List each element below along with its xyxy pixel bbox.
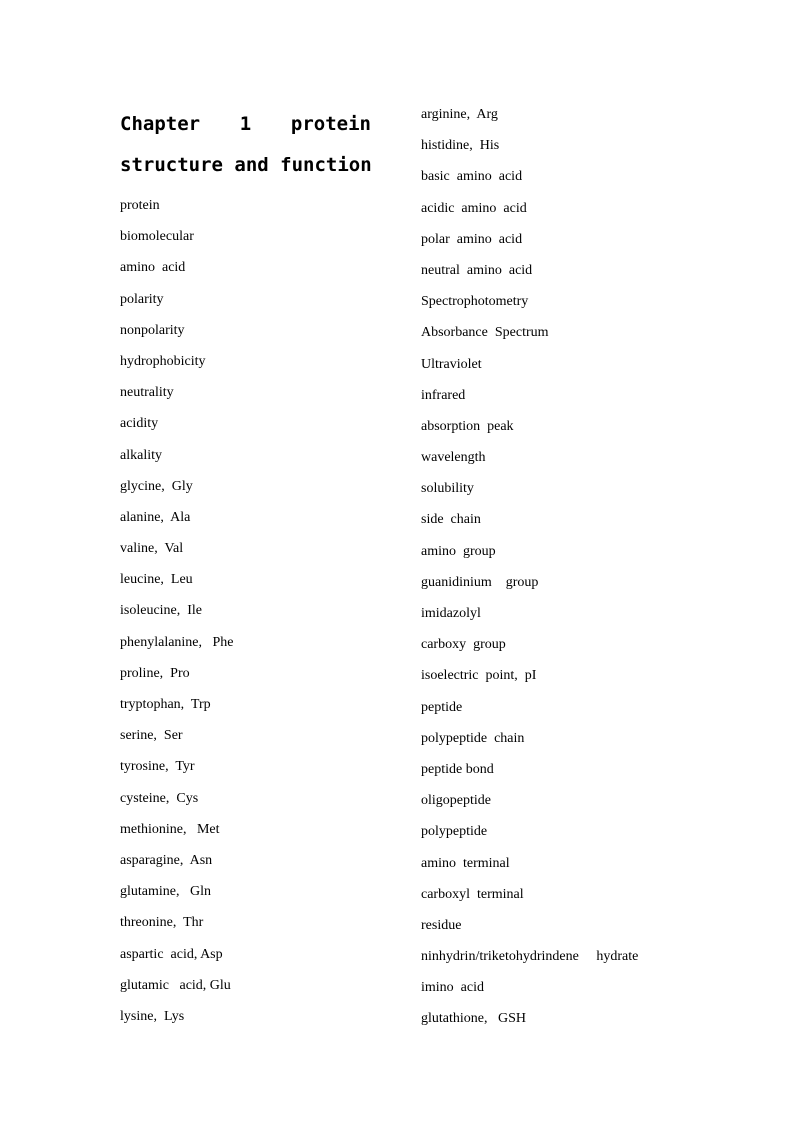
glossary-term: peptide bond <box>421 761 494 777</box>
glossary-term: amino group <box>421 543 496 559</box>
glossary-term: isoelectric point, pI <box>421 668 537 684</box>
glossary-term: glutamine, Gln <box>120 884 211 900</box>
glossary-term: histidine, His <box>421 138 500 154</box>
glossary-term: lysine, Lys <box>120 1008 185 1024</box>
glossary-term: tyrosine, Tyr <box>120 759 195 775</box>
right-column <box>421 99 721 1035</box>
glossary-term: Ultraviolet <box>421 356 482 372</box>
chapter-word: Chapter <box>120 113 201 135</box>
chapter-topic-word: protein <box>290 113 371 135</box>
glossary-term: biomolecular <box>120 229 194 245</box>
glossary-term: peptide <box>421 699 463 715</box>
chapter-number: 1 <box>239 113 252 135</box>
glossary-term: alanine, Ala <box>120 509 191 525</box>
glossary-term: absorption peak <box>421 418 514 434</box>
glossary-term: phenylalanine, Phe <box>120 634 234 650</box>
glossary-term: infrared <box>421 387 466 403</box>
glossary-term: imidazolyl <box>421 606 481 621</box>
glossary-term: cysteine, Cys <box>120 790 199 806</box>
glossary-term: basic amino acid <box>421 169 523 185</box>
right-term-list <box>421 99 721 1035</box>
left-term-list <box>120 190 375 1032</box>
glossary-term: neutrality <box>120 385 174 401</box>
glossary-term: isoleucine, Ile <box>120 603 203 619</box>
glossary-term: polypeptide chain <box>421 730 525 746</box>
glossary-term: ninhydrin/triketohydrindene hydrate <box>421 949 639 965</box>
glossary-term: asparagine, Asn <box>120 852 213 868</box>
chapter-title-line-2: structure and function <box>120 154 372 176</box>
chapter-title-line-1 <box>120 104 371 145</box>
glossary-term: valine, Val <box>120 541 184 557</box>
glossary-term: amino acid <box>120 260 186 276</box>
glossary-term: tryptophan, Trp <box>120 697 211 712</box>
glossary-term: carboxy group <box>421 637 506 653</box>
glossary-term: arginine, Arg <box>421 107 498 122</box>
glossary-term: oligopeptide <box>421 793 491 809</box>
left-column <box>120 104 375 1032</box>
glossary-term: proline, Pro <box>120 665 190 681</box>
glossary-term: polar amino acid <box>421 231 523 247</box>
glossary-term: residue <box>421 917 462 933</box>
glossary-term: polarity <box>120 291 164 307</box>
glossary-term: solubility <box>421 481 474 497</box>
glossary-term: hydrophobicity <box>120 353 206 369</box>
glossary-term: alkality <box>120 447 162 463</box>
glossary-term: acidity <box>120 416 159 432</box>
glossary-term: neutral amino acid <box>421 262 533 278</box>
glossary-term: aspartic acid, Asp <box>120 946 223 962</box>
glossary-term: methionine, Met <box>120 821 220 837</box>
glossary-term: serine, Ser <box>120 728 183 744</box>
glossary-term: polypeptide <box>421 824 488 840</box>
chapter-title <box>120 104 375 186</box>
glossary-term: threonine, Thr <box>120 915 204 931</box>
glossary-term: imino acid <box>421 980 484 996</box>
glossary-term: nonpolarity <box>120 322 185 338</box>
glossary-term: acidic amino acid <box>421 200 527 216</box>
glossary-term: guanidinium group <box>421 574 539 590</box>
glossary-term: glutathione, GSH <box>421 1011 526 1027</box>
glossary-term: glycine, Gly <box>120 478 193 494</box>
glossary-term: Spectrophotometry <box>421 294 529 310</box>
glossary-term: protein <box>120 198 160 213</box>
glossary-term: amino terminal <box>421 855 510 871</box>
glossary-term: wavelength <box>421 450 486 466</box>
glossary-term: carboxyl terminal <box>421 886 524 902</box>
glossary-term: Absorbance Spectrum <box>421 325 549 341</box>
glossary-term: side chain <box>421 512 481 528</box>
glossary-term: leucine, Leu <box>120 572 193 588</box>
glossary-term: glutamic acid, Glu <box>120 977 231 993</box>
